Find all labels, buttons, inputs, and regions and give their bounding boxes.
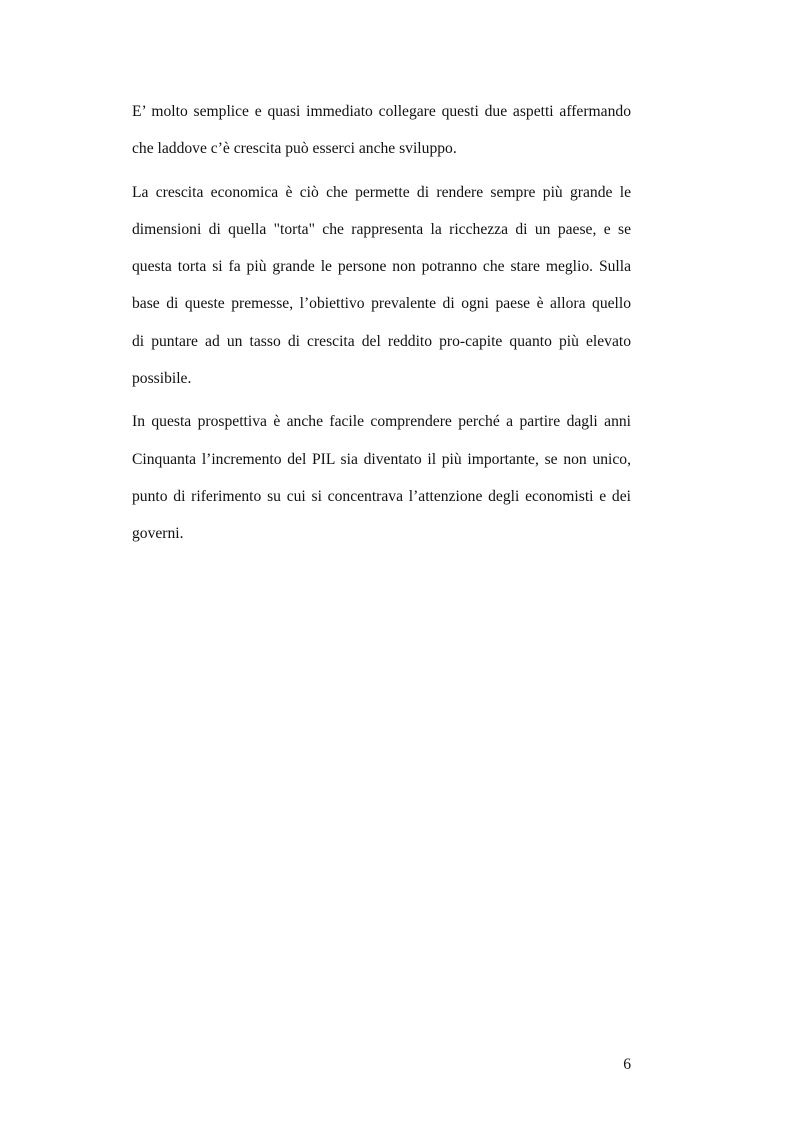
text-line: punto di riferimento su cui si concentrava l’attenzione degli economisti e dei xyxy=(132,487,631,505)
text-line: dimensioni di quella "torta" che rappresenta la ricchezza di un paese, e se xyxy=(132,220,631,238)
text-line: Cinquanta l’incremento del PIL sia diventato il più importante, se non unico, xyxy=(132,450,631,468)
paragraph-2 xyxy=(132,174,631,398)
paragraph-1 xyxy=(132,93,631,168)
text-line: di puntare ad un tasso di crescita del reddito pro-capite quanto più elevato xyxy=(132,332,631,350)
text-line: La crescita economica è ciò che permette di rendere sempre più grande le xyxy=(132,183,631,201)
text-line: possibile. xyxy=(132,370,192,388)
body-text xyxy=(132,93,631,559)
paragraph-3 xyxy=(132,403,631,552)
text-line: In questa prospettiva è anche facile comprendere perché a partire dagli anni xyxy=(132,413,631,431)
text-line: E’ molto semplice e quasi immediato collegare questi due aspetti affermando xyxy=(132,103,631,120)
text-line: questa torta si fa più grande le persone non potranno che stare meglio. Sulla xyxy=(132,258,631,276)
text-line: governi. xyxy=(132,525,184,543)
page-number: 6 xyxy=(623,1056,631,1073)
text-line: base di queste premesse, l’obiettivo prevalente di ogni paese è allora quello xyxy=(132,295,631,313)
text-line: che laddove c’è crescita può esserci anche sviluppo. xyxy=(132,140,457,158)
